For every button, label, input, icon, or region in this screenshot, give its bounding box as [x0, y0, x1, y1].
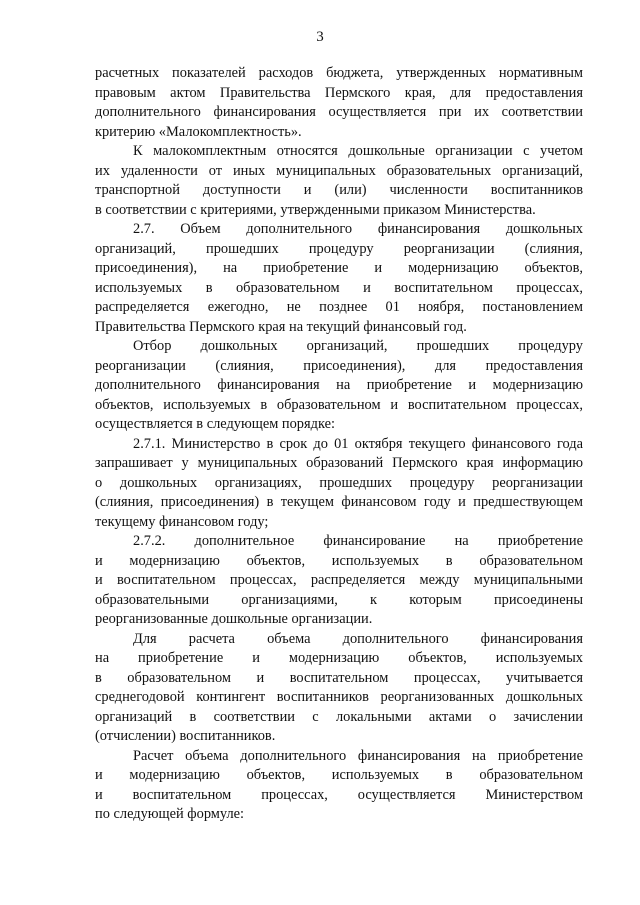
text-line: используемых в образовательном и воспитательном процессах,	[95, 279, 583, 296]
text-line: реорганизации (слияния, присоединения), для предоставления	[95, 357, 583, 374]
text-line: Для расчета объема дополнительного финансирования	[133, 630, 583, 647]
text-line: (слияния, присоединения) в текущем финансовом году и предшествующем	[95, 494, 583, 510]
text-line: (отчислении) воспитанников.	[95, 728, 276, 744]
text-line: присоединения), на приобретение и модернизацию объектов,	[95, 260, 583, 276]
page-number: 3	[316, 29, 324, 45]
paragraph-1	[95, 64, 583, 142]
text-line: о дошкольных организациях, прошедших процедуру реорганизации	[95, 474, 583, 491]
text-line: образовательными организациями, к которым присоединены	[95, 591, 583, 608]
text-line: организаций в соответствии с локальными актами о зачислении	[95, 708, 583, 725]
paragraph-5	[95, 435, 583, 533]
text-line: и воспитательном процессах, осуществляется Министерством	[95, 786, 583, 803]
text-line: Правительства Пермского края на текущий финансовый год.	[95, 318, 467, 335]
text-line: на приобретение и модернизацию объектов, используемых	[95, 650, 583, 666]
text-line: расчетных показателей расходов бюджета, утвержденных нормативным	[95, 65, 583, 81]
text-line: запрашивает у муниципальных образований Пермского края информацию	[95, 455, 583, 471]
paragraph-6	[95, 532, 583, 630]
text-line: реорганизованные дошкольные организации.	[95, 611, 373, 627]
text-line: в соответствии с критериями, утвержденными приказом Министерства.	[95, 201, 536, 218]
text-line: Расчет объема дополнительного финансирования на приобретение	[133, 747, 583, 764]
text-line: объектов, используемых в образовательном и воспитательном процессах,	[95, 396, 583, 413]
paragraph-2	[95, 142, 583, 220]
text-line: 2.7.1. Министерство в срок до 01 октября текущего финансового года	[133, 435, 583, 452]
text-line: осуществляется в следующем порядке:	[95, 416, 335, 432]
paragraph-4	[95, 337, 583, 435]
text-line: Отбор дошкольных организаций, прошедших процедуру	[133, 338, 583, 354]
text-line: правовым актом Правительства Пермского края, для предоставления	[95, 84, 583, 101]
paragraph-3	[95, 220, 583, 337]
paragraph-7	[95, 630, 583, 747]
text-line: транспортной доступности и (или) численности воспитанников	[95, 182, 583, 198]
text-line: 2.7.2. дополнительное финансирование на приобретение	[133, 533, 583, 549]
paragraph-8	[95, 747, 583, 825]
text-line: критерию «Малокомплектность».	[95, 123, 302, 140]
text-line: распределяется ежегодно, не позднее 01 ноября, постановлением	[95, 299, 583, 315]
text-line: и модернизацию объектов, используемых в образовательном	[95, 552, 583, 569]
text-line: дополнительного финансирования осуществляется при их соответствии	[95, 104, 583, 120]
text-line: организаций, прошедших процедуру реорганизации (слияния,	[95, 240, 583, 257]
document-body	[95, 64, 583, 825]
text-line: и воспитательном процессах, распределяется между муниципальными	[95, 572, 583, 588]
text-line: их удаленности от иных муниципальных образовательных организаций,	[95, 162, 583, 179]
text-line: по следующей формуле:	[95, 806, 245, 822]
text-line: текущему финансовом году;	[95, 513, 269, 530]
text-line: К малокомплектным относятся дошкольные организации с учетом	[133, 143, 583, 159]
text-line: и модернизацию объектов, используемых в образовательном	[95, 767, 583, 783]
text-line: в образовательном и воспитательном процессах, учитывается	[95, 669, 583, 686]
text-line: 2.7. Объем дополнительного финансирования дошкольных	[133, 221, 583, 237]
text-line: дополнительного финансирования на приобретение и модернизацию	[95, 377, 583, 393]
text-line: среднегодовой контингент воспитанников реорганизованных дошкольных	[95, 689, 583, 705]
